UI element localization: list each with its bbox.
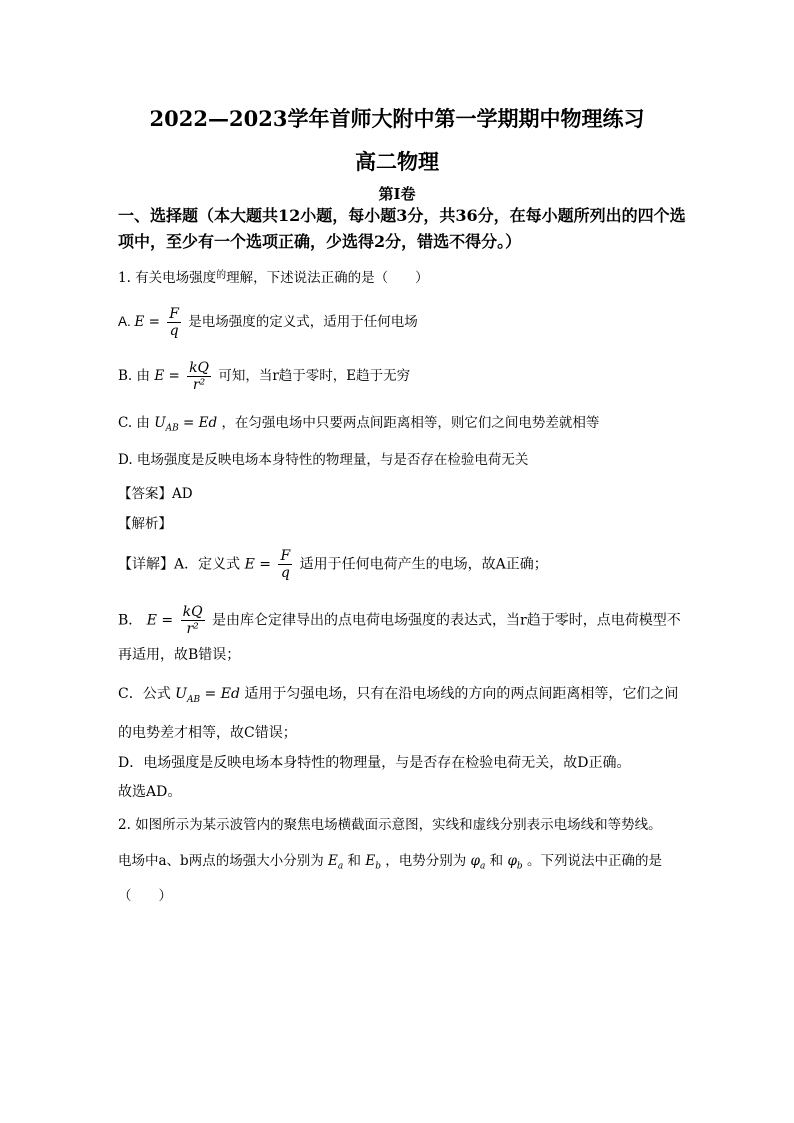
q1-detail-c-cont: 的电势差才相等，故C错误； — [118, 725, 297, 741]
formula-lhs: E = — [244, 556, 271, 573]
q1-conclusion: 故选AD。 — [118, 784, 182, 800]
formula-fraction — [167, 306, 181, 339]
section-heading: 一、选择题（本大题共12小题，每小题3分，共36分，在每小题所列出的四个选项中，至少有一个选项正确，少选得2分，错选不得分。） — [118, 206, 686, 251]
detail-text: 适用于任何电荷产生的电场，故A正确； — [299, 556, 548, 573]
q1-detail-d: D．电场强度是反映电场本身特性的物理量，与是否存在检验电荷无关，故D正确。 — [118, 755, 631, 771]
numerator: F — [280, 548, 291, 564]
q2-text: ，电势分别为 — [385, 853, 467, 869]
formula-lhs: E = — [154, 368, 180, 384]
q1-detail-b-cont: 再适用，故B错误； — [118, 647, 241, 663]
q1-option-c — [118, 411, 599, 434]
q1-detail-a — [118, 548, 548, 581]
detail-text: 是由库仑定律导出的点电荷电场强度的表达式，当r趋于零时，点电荷模型不 — [212, 612, 681, 629]
formula-sub: AB — [186, 694, 201, 705]
formula-rhs: = Ed — [200, 686, 240, 702]
formula-u: U — [175, 686, 187, 702]
detail-label: B． — [118, 612, 143, 629]
formula-lhs: E = — [146, 612, 174, 629]
symbol-sub: b — [516, 861, 523, 872]
formula-rhs: = Ed — [178, 415, 218, 431]
symbol-sub: b — [375, 861, 381, 872]
formula-lhs: E = — [134, 314, 160, 330]
formula-fraction — [181, 604, 205, 637]
exam-subtitle: 高二物理 — [355, 149, 439, 174]
formula-fraction — [187, 360, 211, 393]
q1-detail-b — [118, 604, 681, 637]
option-text: 是电场强度的定义式，适用于任何电场 — [188, 314, 418, 330]
symbol-phia: φ — [470, 853, 480, 869]
symbol-sub: a — [337, 861, 344, 872]
q2-text: 和 — [347, 853, 362, 869]
q2-stem-line3: （ ） — [118, 888, 172, 904]
exam-title: 2022—2023学年首师大附中第一学期期中物理练习 — [149, 106, 645, 131]
detail-label: C．公式 — [118, 686, 171, 702]
denominator: q — [169, 323, 179, 339]
q2-stem-line1: 2. 如图所示为某示波管内的聚焦电场横截面示意图，实线和虚线分别表示电场线和等势线。 — [118, 817, 662, 833]
q1-option-d: D. 电场强度是反映电场本身特性的物理量，与是否存在检验电荷无关 — [118, 452, 529, 468]
symbol-eb: E — [365, 853, 376, 869]
numerator: F — [169, 306, 179, 322]
numerator: kQ — [182, 604, 203, 620]
q1-stem — [118, 266, 429, 286]
symbol-ea: E — [328, 853, 338, 869]
denominator: q — [280, 565, 290, 581]
volume-label: 第I卷 — [378, 185, 416, 203]
q1-stem-part: 1. 有关电场强度 — [118, 270, 217, 286]
formula-fraction — [278, 548, 292, 581]
option-label: B. 由 — [118, 368, 151, 384]
symbol-sub: a — [480, 861, 486, 872]
option-text: 可知，当r趋于零时，E趋于无穷 — [218, 368, 411, 384]
symbol-phib: φ — [507, 853, 517, 869]
q2-text: 。下列说法中正确的是 — [526, 853, 662, 869]
q1-stem-part2: 理解，下述说法正确的是（ ） — [226, 270, 429, 286]
formula-sub: AB — [165, 423, 179, 434]
option-label: C. 由 — [118, 415, 150, 431]
q1-stem-de: 的 — [216, 270, 227, 281]
q2-text: 电场中a、b两点的场强大小分别为 — [118, 853, 324, 869]
q1-option-a — [118, 306, 418, 339]
denominator: r² — [192, 377, 206, 393]
formula-u: U — [154, 415, 166, 431]
q1-analysis-label: 【解析】 — [118, 516, 172, 532]
detail-text: 适用于匀强电场，只有在沿电场线的方向的两点间距离相等，它们之间 — [244, 686, 679, 702]
q1-answer: 【答案】AD — [118, 486, 193, 502]
q2-text: 和 — [489, 853, 504, 869]
q2-stem-line2 — [118, 849, 662, 872]
option-text: ，在匀强电场中只要两点间距离相等，则它们之间电势差就相等 — [221, 415, 600, 431]
option-label: A. — [118, 314, 135, 329]
detail-label: 【详解】A．定义式 — [118, 556, 241, 573]
q1-option-b — [118, 360, 410, 393]
denominator: r² — [186, 621, 199, 637]
numerator: kQ — [189, 360, 210, 376]
q1-detail-c — [118, 683, 678, 705]
